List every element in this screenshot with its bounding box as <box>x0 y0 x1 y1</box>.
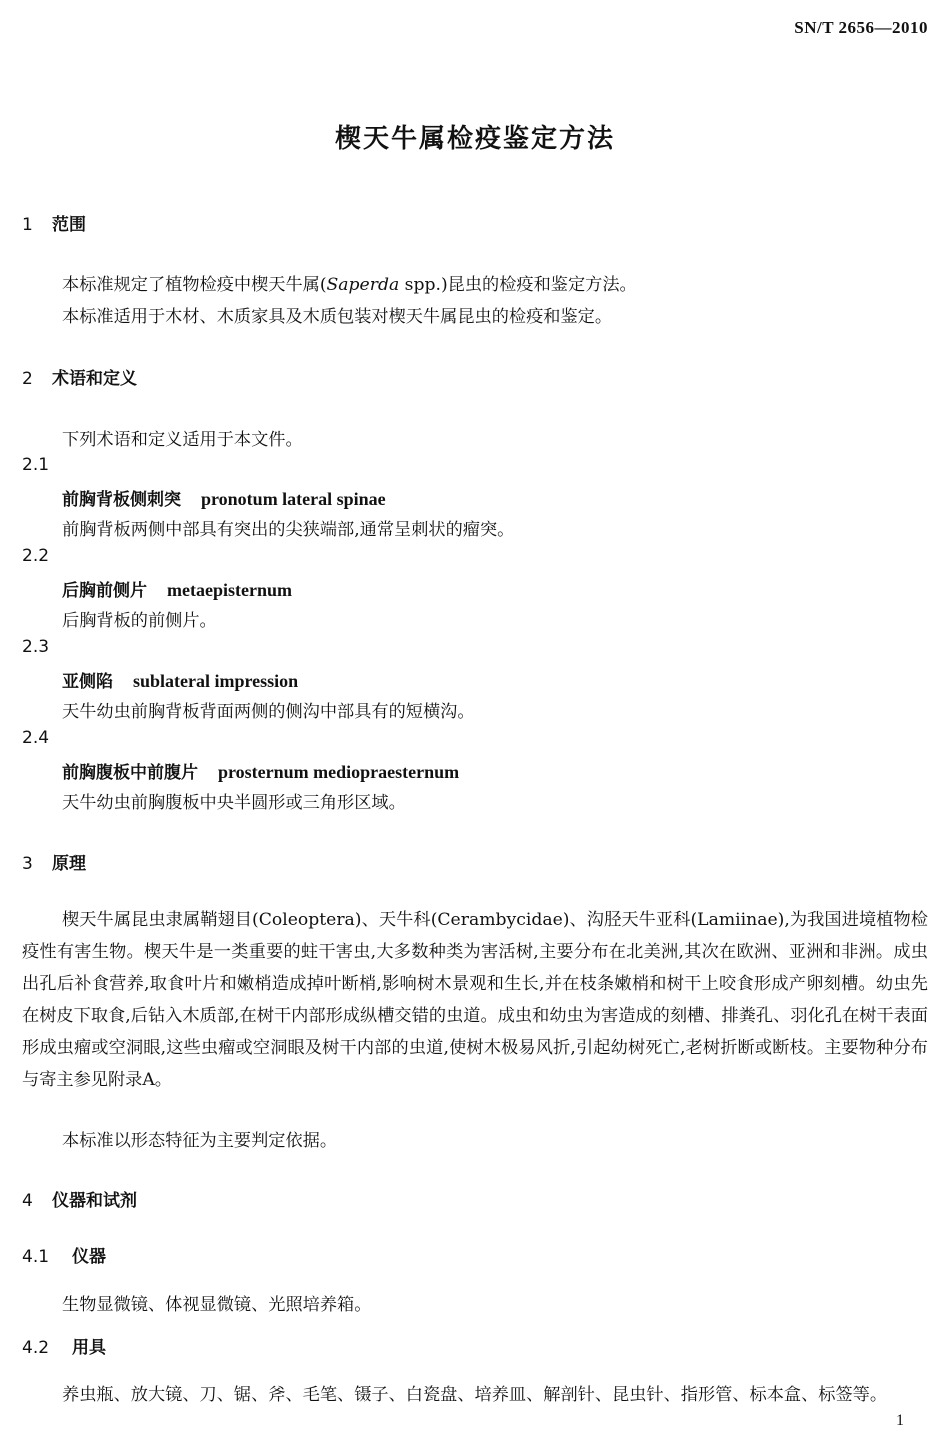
term-heading <box>62 485 386 510</box>
term-cn: 前胸背板侧刺突 <box>62 490 181 510</box>
term-number: 2.4 <box>22 728 50 748</box>
section-title: 仪器和试剂 <box>52 1191 137 1211</box>
section-2-heading <box>22 364 137 389</box>
term-definition: 后胸背板的前侧片。 <box>62 611 217 631</box>
term-heading <box>62 576 292 601</box>
section-title: 范围 <box>52 215 86 235</box>
subsection-number: 4.1 <box>22 1247 50 1267</box>
section-title: 原理 <box>52 854 86 874</box>
section-4-heading <box>22 1186 137 1211</box>
term-heading <box>62 667 298 692</box>
term-en: pronotum lateral spinae <box>201 489 386 509</box>
text-run: spp.)昆虫的检疫和鉴定方法。 <box>399 275 637 295</box>
term-definition: 前胸背板两侧中部具有突出的尖狭端部,通常呈刺状的瘤突。 <box>62 520 515 540</box>
term-cn: 亚侧陷 <box>62 672 113 692</box>
term-number: 2.2 <box>22 546 50 566</box>
subsection-title: 仪器 <box>72 1247 106 1267</box>
section-1-heading <box>22 210 86 235</box>
section-number: 3 <box>22 854 33 874</box>
text-run: 本标准规定了植物检疫中楔天牛属( <box>62 275 327 295</box>
subsection-4-1-text: 生物显微镜、体视显微镜、光照培养箱。 <box>62 1295 372 1315</box>
term-number: 2.3 <box>22 637 50 657</box>
term-number: 2.1 <box>22 455 50 475</box>
term-cn: 后胸前侧片 <box>62 581 147 601</box>
term-en: metaepisternum <box>167 580 292 600</box>
term-cn: 前胸腹板中前腹片 <box>62 763 198 783</box>
term-definition: 天牛幼虫前胸背板背面两侧的侧沟中部具有的短横沟。 <box>62 702 475 722</box>
term-en: prosternum mediopraesternum <box>218 762 460 782</box>
section-title: 术语和定义 <box>52 369 137 389</box>
section-3-paragraph-2: 本标准以形态特征为主要判定依据。 <box>62 1131 338 1151</box>
section-number: 1 <box>22 215 33 235</box>
section-number: 4 <box>22 1191 33 1211</box>
section-1-paragraph-2: 本标准适用于木材、木质家具及木质包装对楔天牛属昆虫的检疫和鉴定。 <box>62 307 613 327</box>
subsection-4-2-text: 养虫瓶、放大镜、刀、锯、斧、毛笔、镊子、白瓷盘、培养皿、解剖针、昆虫针、指形管、标本盒、标签等。 <box>62 1385 888 1405</box>
term-definition: 天牛幼虫前胸腹板中央半圆形或三角形区域。 <box>62 793 406 813</box>
subsection-4-1-heading <box>22 1242 106 1267</box>
section-2-intro: 下列术语和定义适用于本文件。 <box>62 430 303 450</box>
section-3-paragraph-1: 楔天牛属昆虫隶属鞘翅目(Coleoptera)、天牛科(Cerambycidae)、沟胫天牛亚科(Lamiinae),为我国进境植物检疫性有害生物。楔天牛是一类重要的蛀干害虫,大多数种类为害活树,主要分布在北美洲,其次在欧洲、亚洲和非洲。成虫出孔后补食营养,取食叶片和嫩梢造成掉叶断梢,影响树木景观和生长,并在枝条嫩梢和树干上咬食形成产卵刻槽。幼虫先在树皮下取食,后钻入木质部,在树干内部形成纵槽交错的虫道。成虫和幼虫为害造成的刻槽、排粪孔、羽化孔在树干表面形成虫瘤或空洞眼,这些虫瘤或空洞眼及树干内部的虫道,使树木极易风折,引起幼树死亡,老树折断或断枝。主要物种分布与寄主参见附录A。 <box>22 910 928 1090</box>
subsection-title: 用具 <box>72 1338 106 1358</box>
term-heading <box>62 758 459 783</box>
term-en: sublateral impression <box>133 671 299 691</box>
page-number: 1 <box>896 1412 904 1429</box>
section-number: 2 <box>22 369 33 389</box>
standard-number: SN/T 2656—2010 <box>794 18 928 37</box>
genus-name: Saperda <box>326 275 400 295</box>
subsection-4-2-heading <box>22 1333 106 1358</box>
section-3-heading <box>22 849 86 874</box>
document-title: 楔天牛属检疫鉴定方法 <box>334 124 615 154</box>
section-1-paragraph-1 <box>62 270 637 295</box>
subsection-number: 4.2 <box>22 1338 50 1358</box>
